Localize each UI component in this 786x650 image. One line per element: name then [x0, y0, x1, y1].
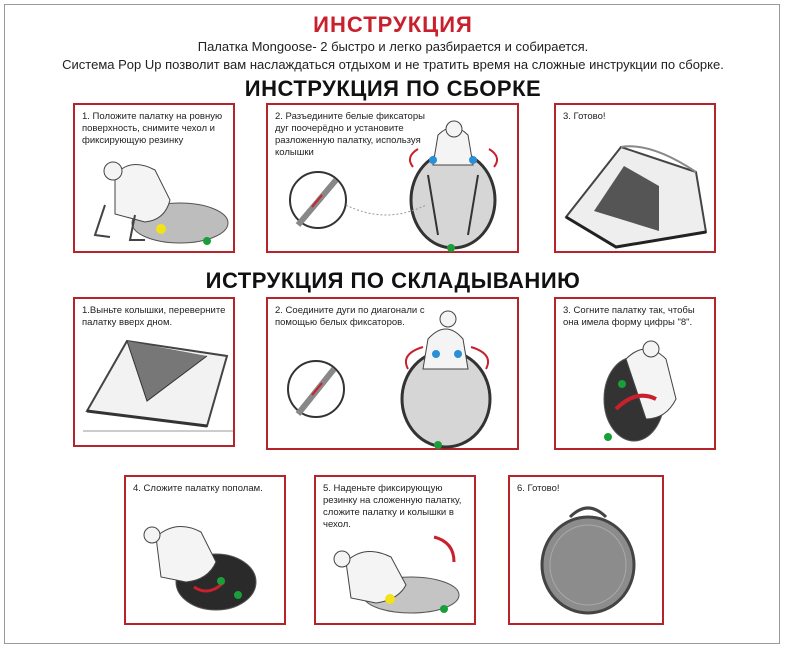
step-illustration-fold-in-half: [126, 477, 288, 627]
folding-step-4-panel: [124, 475, 286, 625]
folding-step-3-text: 3. Согните палатку так, чтобы она имела форму цифры "8".: [563, 305, 695, 328]
assembly-step-3-panel: [554, 103, 716, 253]
green-marker-icon: [203, 237, 211, 245]
green-marker-icon: [618, 380, 626, 388]
subtitle-line-2: Система Pop Up позволит вам наслаждаться отдыхом и не тратить время на сложные инструкции по сборке.: [62, 57, 724, 72]
yellow-marker-icon: [385, 594, 395, 604]
green-marker-icon: [434, 441, 442, 449]
blue-marker-icon: [432, 350, 440, 358]
blue-marker-icon: [454, 350, 462, 358]
folding-step-6-text: 6. Готово!: [517, 483, 560, 494]
assembly-step-2-panel: [266, 103, 519, 253]
folding-step-3-panel: [554, 297, 716, 450]
step-illustration-tent-ready: [556, 105, 718, 255]
green-marker-icon: [234, 591, 242, 599]
folding-step-6-panel: [508, 475, 664, 625]
green-marker-icon: [217, 577, 225, 585]
page-title: ИНСТРУКЦИЯ: [313, 12, 473, 37]
folding-step-1-text: 1.Выньте колышки, переверните палатку вверх дном.: [82, 305, 226, 328]
folding-step-2-text: 2. Соедините дуги по диагонали с помощью белых фиксаторов.: [275, 305, 425, 328]
yellow-marker-icon: [156, 224, 166, 234]
folding-heading: ИСТРУКЦИЯ ПО СКЛАДЫВАНИЮ: [205, 268, 581, 293]
folding-step-5-panel: [314, 475, 476, 625]
green-marker-icon: [447, 244, 455, 252]
assembly-step-3-text: 3. Готово!: [563, 111, 606, 122]
folding-step-1-panel: [73, 297, 235, 447]
subtitle-line-1: Палатка Mongoose- 2 быстро и легко разбирается и собирается.: [197, 39, 589, 54]
assembly-heading: ИНСТРУКЦИЯ ПО СБОРКЕ: [244, 76, 542, 101]
folding-step-5-text: 5. Наденьте фиксирующую резинку на сложенную палатку, сложите палатку и колышки в чехол.: [323, 483, 462, 530]
blue-marker-icon: [469, 156, 477, 164]
assembly-step-1-text: 1. Положите палатку на ровную поверхность, снимите чехол и фиксирующую резинку: [82, 111, 223, 146]
assembly-step-1-panel: [73, 103, 235, 253]
folding-step-4-text: 4. Сложите палатку пополам.: [133, 483, 263, 494]
step-illustration-packed-bag: [510, 477, 666, 627]
green-marker-icon: [440, 605, 448, 613]
folding-step-2-panel: [266, 297, 519, 450]
assembly-step-2-text: 2. Разъедините белые фиксаторы дуг поочерёдно и установите разложенную палатку, используя колышки: [275, 111, 425, 158]
green-marker-icon: [604, 433, 612, 441]
